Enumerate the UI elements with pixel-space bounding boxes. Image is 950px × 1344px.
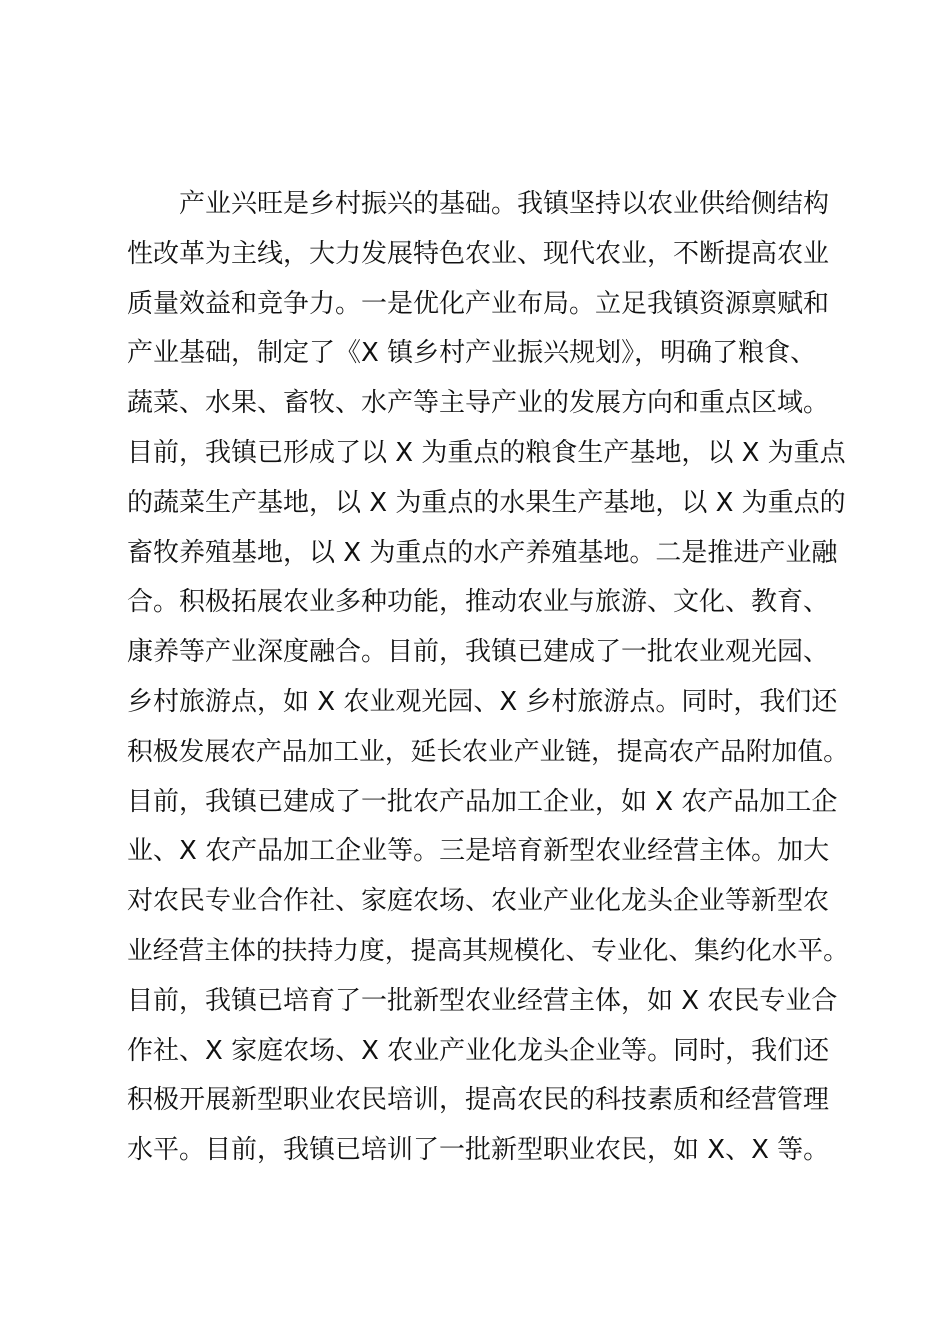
paragraph-line: 对农民专业合作社、家庭农场、农业产业化龙头企业等新型农 xyxy=(127,886,830,917)
paragraph-line: 积极开展新型职业农民培训，提高农民的科技素质和经营管理 xyxy=(127,1085,830,1116)
paragraph-line: 积极发展农产品加工业，延长农业产业链，提高农产品附加值。 xyxy=(127,736,849,767)
paragraph-line: 目前，我镇已培育了一批新型农业经营主体，如 X 农民专业合 xyxy=(127,985,838,1016)
paragraph-line: 产业基础，制定了《X 镇乡村产业振兴规划》，明确了粮食、 xyxy=(127,338,817,369)
paragraph-line: 的蔬菜生产基地，以 X 为重点的水果生产基地，以 X 为重点的 xyxy=(127,487,846,518)
paragraph-line: 业、X 农产品加工企业等。三是培育新型农业经营主体。加大 xyxy=(127,836,830,867)
paragraph-line: 合。积极拓展农业多种功能，推动农业与旅游、文化、教育、 xyxy=(127,587,830,618)
paragraph-line: 康养等产业深度融合。目前，我镇已建成了一批农业观光园、 xyxy=(127,637,830,668)
paragraph-line: 作社、X 家庭农场、X 农业产业化龙头企业等。同时，我们还 xyxy=(127,1035,830,1066)
body-paragraph xyxy=(127,180,847,1176)
paragraph-line: 蔬菜、水果、畜牧、水产等主导产业的发展方向和重点区域。 xyxy=(127,388,830,419)
paragraph-line: 质量效益和竞争力。一是优化产业布局。立足我镇资源禀赋和 xyxy=(127,288,830,319)
paragraph-line: 目前，我镇已建成了一批农产品加工企业，如 X 农产品加工企 xyxy=(127,786,838,817)
paragraph-line: 性改革为主线，大力发展特色农业、现代农业，不断提高农业 xyxy=(127,238,830,269)
paragraph-line: 目前，我镇已形成了以 X 为重点的粮食生产基地，以 X 为重点 xyxy=(127,437,846,468)
paragraph-line: 业经营主体的扶持力度，提高其规模化、专业化、集约化水平。 xyxy=(127,935,849,966)
paragraph-line: 畜牧养殖基地，以 X 为重点的水产养殖基地。二是推进产业融 xyxy=(127,537,838,568)
paragraph-line: 水平。目前，我镇已培训了一批新型职业农民，如 X、X 等。 xyxy=(127,1135,830,1166)
paragraph-line: 乡村旅游点，如 X 农业观光园、X 乡村旅游点。同时，我们还 xyxy=(127,686,838,717)
paragraph-line: 产业兴旺是乡村振兴的基础。我镇坚持以农业供给侧结构 xyxy=(179,189,830,219)
